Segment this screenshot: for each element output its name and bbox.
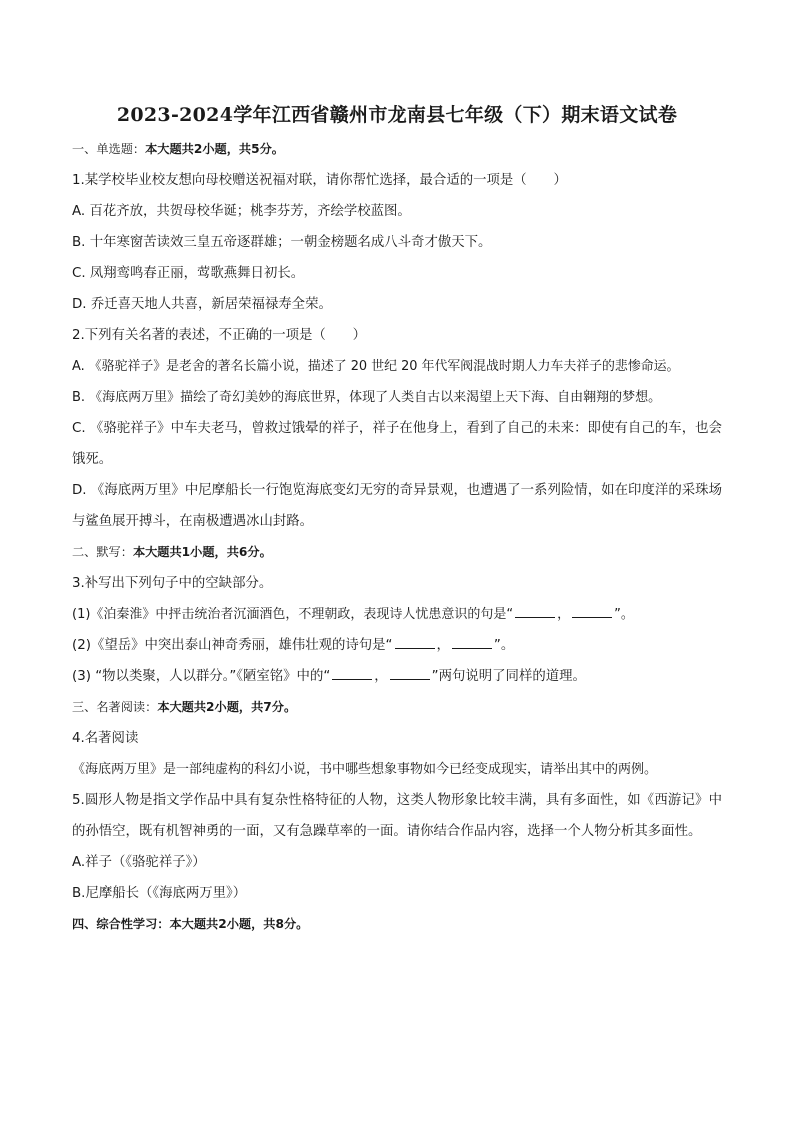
q2-option-a: A. 《骆驼祥子》是老舍的著名长篇小说，描述了 20 世纪 20 年代军阀混战时期人力车夫祥子的悲惨命运。	[72, 359, 680, 374]
q3-p2-comma: ，	[436, 638, 450, 653]
q1-stem: 1.某学校毕业校友想向母校赠送祝福对联，请你帮忙选择，最合适的一项是（ ）	[72, 173, 567, 188]
q1-option-c: C. 凤翔鸾鸣春正丽，莺歌燕舞日初长。	[72, 266, 305, 281]
section-1-header	[72, 134, 722, 165]
q3-p3-text: (3) “物以类聚，人以群分。”《陋室铭》中的“	[72, 669, 331, 684]
q3-p2-blank-2[interactable]	[452, 636, 492, 649]
q3-p1-end: ”。	[614, 607, 634, 622]
q3-p3-end: ”两句说明了同样的道理。	[431, 669, 586, 684]
q3-part-1	[72, 599, 722, 630]
q1-option-b: B. 十年寒窗苦读效三皇五帝逐群雄；一朝金榜题名成八斗奇才傲天下。	[72, 235, 492, 250]
q3-stem: 3.补写出下列句子中的空缺部分。	[72, 576, 273, 591]
section-3-info: 本大题共2小题，共7分。	[157, 700, 297, 714]
section-2-header	[72, 537, 722, 568]
q5-stem: 5.圆形人物是指文学作品中具有复杂性格特征的人物，这类人物形象比较丰满，具有多面性，如《西游记》中的孙悟空，既有机智神勇的一面，又有急躁草率的一面。请你结合作品内容，选择一个人物分析其多面性。	[72, 793, 722, 839]
section-1-prefix: 一、单选题：	[72, 142, 146, 156]
section-2-prefix: 二、默写：	[72, 545, 133, 559]
q2-option-b: B. 《海底两万里》描绘了奇幻美妙的海底世界，体现了人类自古以来渴望上天下海、自由翱翔的梦想。	[72, 390, 662, 405]
q3-p2-text: (2)《望岳》中突出泰山神奇秀丽，雄伟壮观的诗句是“	[72, 638, 393, 653]
q3-p3-comma: ，	[374, 669, 388, 684]
q3-p1-comma: ，	[557, 607, 571, 622]
q5-option-a: A.祥子（《骆驼祥子》）	[72, 855, 206, 870]
section-4-header	[72, 909, 722, 940]
q5-option-b: B.尼摩船长（《海底两万里》）	[72, 886, 247, 901]
q2-option-c: C. 《骆驼祥子》中车夫老马，曾救过饿晕的祥子，祥子在他身上，看到了自己的未来：即使有自己的车，也会饿死。	[72, 421, 722, 467]
q2-stem: 2.下列有关名著的表述，不正确的一项是（ ）	[72, 328, 366, 343]
q3-p2-blank-1[interactable]	[395, 636, 435, 649]
section-3-header	[72, 692, 722, 723]
q1-option-d: D. 乔迁喜天地人共喜，新居荣福禄寿全荣。	[72, 297, 332, 312]
q3-p1-blank-2[interactable]	[572, 605, 612, 618]
exam-content	[72, 100, 722, 940]
q3-p3-blank-2[interactable]	[390, 667, 430, 680]
q3-part-3	[72, 661, 722, 692]
q3-p1-text: (1)《泊秦淮》中抨击统治者沉湎酒色，不理朝政，表现诗人忧患意识的句是“	[72, 607, 514, 622]
q3-p2-end: ”。	[493, 638, 515, 653]
q4-body: 《海底两万里》是一部纯虚构的科幻小说，书中哪些想象事物如今已经变成现实，请举出其中的两例。	[72, 762, 658, 777]
section-1-info: 本大题共2小题，共5分。	[145, 142, 284, 156]
section-4-prefix: 四、综合性学习：	[72, 917, 170, 931]
exam-title: 2023-2024学年江西省赣州市龙南县七年级（下）期末语文试卷	[116, 104, 678, 126]
q2-option-d: D. 《海底两万里》中尼摩船长一行饱览海底变幻无穷的奇异景观，也遭遇了一系列险情，如在印度洋的采珠场与鲨鱼展开搏斗，在南极遭遇冰山封路。	[72, 483, 722, 529]
q3-part-2	[72, 630, 722, 661]
q3-p3-blank-1[interactable]	[332, 667, 372, 680]
q1-option-a: A. 百花齐放，共贺母校华诞；桃李芬芳，齐绘学校蓝图。	[72, 204, 411, 219]
q4-stem: 4.名著阅读	[72, 731, 139, 746]
section-3-prefix: 三、名著阅读：	[72, 700, 158, 714]
section-4-info: 本大题共2小题，共8分。	[169, 917, 309, 931]
section-2-info: 本大题共1小题，共6分。	[132, 545, 272, 559]
q3-p1-blank-1[interactable]	[515, 605, 555, 618]
